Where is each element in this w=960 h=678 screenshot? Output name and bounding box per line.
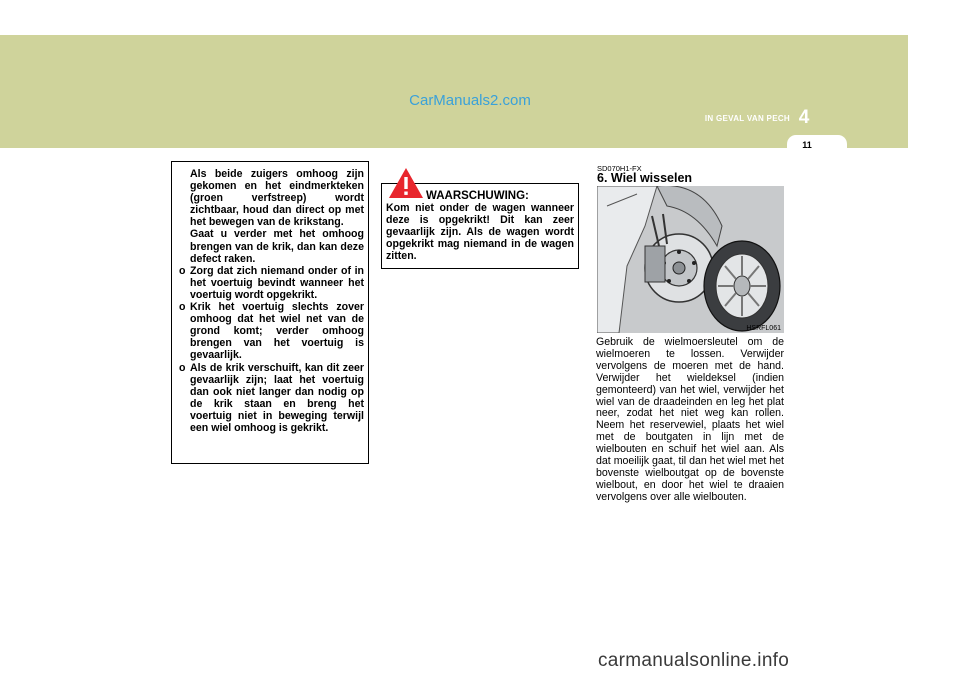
warning-title: WAARSCHUWING:: [426, 190, 529, 202]
precautions-box: [171, 161, 369, 464]
bullet-marker: o: [179, 361, 186, 374]
wheel-change-illustration: [597, 186, 784, 333]
warning-triangle-icon: [388, 167, 424, 199]
figure-label: HSRFL061: [746, 325, 781, 332]
bullet-marker: o: [179, 264, 186, 277]
wheel-hub-drawing: [597, 186, 784, 333]
list-item: [179, 362, 364, 435]
watermark-top[interactable]: CarManuals2.com: [409, 92, 531, 109]
list-item: [179, 265, 364, 301]
section-heading: 6. Wiel wisselen: [597, 171, 693, 185]
intro-text: Als beide zuigers omhoog zijn gekomen en het eindmerkteken (groen verfstreep) wordt zichtbaar, houd dan direct op met het bewegen van de krikstang.: [190, 168, 364, 229]
bullet-marker: o: [179, 301, 186, 314]
instruction-text: Gebruik de wielmoersleutel om de wielmoeren te lossen. Verwijder vervolgens de moeren met de hand. Verwijder het wieldeksel (indien gemonteerd) van het wiel, verwijder het wiel van de draadeinden en leg het plat neer, zodat het niet weg kan rollen. Neem het reservewiel, plaats het wiel met de boutgaten in lijn met de wielbouten en schuif het wiel aan. Als dat moeilijk gaat, til dan het wiel met het bovenste wielboutgat op de bovenste wielbout, en door het wiel te draaien vervolgens over alle wielbouten.: [596, 336, 784, 503]
intro-text-2: Gaat u verder met het omhoog brengen van de krik, dan kan deze defect raken.: [190, 228, 364, 265]
reference-code: SD070H1-FX: [597, 164, 642, 173]
list-item-text: Zorg dat zich niemand onder of in het voertuig bevindt wanneer het voertuig wordt opgekrikt.: [190, 264, 364, 301]
list-item-text: Als de krik verschuift, kan dit zeer gevaarlijk zijn; laat het voertuig dan ook niet langer dan nodig op de krik staan en breng het voertuig niet in beweging terwijl een wiel omhoog is gekrikt.: [190, 361, 364, 434]
watermark-bottom[interactable]: carmanualsonline.info: [598, 650, 790, 671]
list-item-text: Krik het voertuig slechts zover omhoog dat het wiel net van de grond komt; verder omhoog brengen van het voertuig is gevaarlijk.: [190, 301, 364, 362]
page-number: 11: [802, 140, 812, 150]
chapter-number: 4: [798, 107, 810, 128]
list-item: [179, 301, 364, 361]
warning-text: Kom niet onder de wagen wanneer deze is opgekrikt! Dit kan zeer gevaarlijk zijn. Als de wagen wordt opgekrikt mag niemand in de wagen zitten.: [386, 202, 574, 263]
section-title: IN GEVAL VAN PECH: [704, 114, 790, 123]
